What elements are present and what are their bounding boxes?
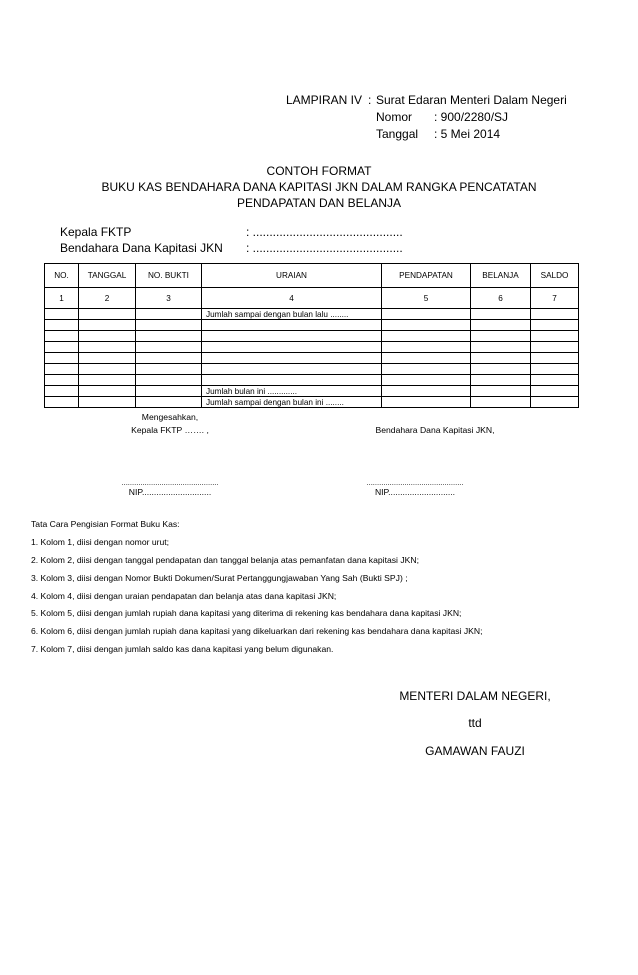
- lampiran-separator: :: [368, 93, 372, 107]
- table-row: [45, 331, 579, 342]
- title-line-2: BUKU KAS BENDAHARA DANA KAPITASI JKN DALAM RANGKA PENCATATAN: [101, 180, 537, 194]
- kepala-fktp-sign: Kepala FKTP ……. ,: [131, 425, 209, 435]
- mengesahkan-text: Mengesahkan,: [141, 412, 199, 422]
- bendahara-label: Bendahara Dana Kapitasi JKN: [60, 241, 223, 255]
- nip-right: NIP............................: [374, 487, 456, 497]
- ttd-text: ttd: [468, 716, 482, 730]
- tanggal-label: Tanggal: [376, 127, 419, 141]
- instruction-item: 4. Kolom 4, diisi dengan uraian pendapatan dan belanja atas dana kapitasi JKN;: [31, 591, 337, 601]
- kepala-fktp-value: : .............................................: [246, 225, 403, 239]
- header-no-bukti: NO. BUKTI: [136, 264, 202, 288]
- row-jumlah-bulan-lalu: Jumlah sampai dengan bulan lalu ........: [202, 309, 382, 320]
- col-number: 3: [136, 288, 202, 309]
- header-saldo: SALDO: [531, 264, 579, 288]
- col-number: 5: [382, 288, 471, 309]
- header-no: NO.: [45, 264, 79, 288]
- col-number: 1: [45, 288, 79, 309]
- title-line-1: CONTOH FORMAT: [266, 164, 372, 178]
- col-number: 6: [471, 288, 531, 309]
- instructions-title: Tata Cara Pengisian Format Buku Kas:: [31, 519, 180, 529]
- signature-line-right: ..............................................: [366, 478, 464, 487]
- header-belanja: BELANJA: [471, 264, 531, 288]
- table-row: [45, 375, 579, 386]
- lampiran-value: Surat Edaran Menteri Dalam Negeri: [376, 93, 567, 107]
- col-number: 7: [531, 288, 579, 309]
- row-jumlah-sampai-bulan-ini: Jumlah sampai dengan bulan ini ........: [202, 397, 382, 408]
- kepala-fktp-label: Kepala FKTP: [60, 225, 132, 239]
- col-number: 2: [79, 288, 136, 309]
- nomor-label: Nomor: [376, 110, 413, 124]
- tanggal-value: : 5 Mei 2014: [434, 127, 501, 141]
- minister-title: MENTERI DALAM NEGERI,: [399, 689, 551, 703]
- table-row: [45, 364, 579, 375]
- lampiran-label: LAMPIRAN IV: [286, 93, 363, 107]
- instruction-item: 5. Kolom 5, diisi dengan jumlah rupiah dana kapitasi yang diterima di rekening kas bendahara dana kapitasi JKN;: [31, 608, 462, 618]
- instruction-item: 3. Kolom 3, diisi dengan Nomor Bukti Dokumen/Surat Pertanggungjawaban Yang Sah (Bukti SPJ) ;: [31, 573, 408, 583]
- header-uraian: URAIAN: [202, 264, 382, 288]
- row-jumlah-bulan-ini: Jumlah bulan ini .............: [202, 386, 382, 397]
- header-tanggal: TANGGAL: [79, 264, 136, 288]
- table-number-row: [45, 288, 579, 309]
- nip-left: NIP.............................: [128, 487, 212, 497]
- table-row: [45, 397, 579, 408]
- buku-kas-table: [44, 263, 579, 408]
- table-row: [45, 309, 579, 320]
- table-header-row: [45, 264, 579, 288]
- bendahara-value: : .............................................: [246, 241, 403, 255]
- table-row: [45, 342, 579, 353]
- header-pendapatan: PENDAPATAN: [382, 264, 471, 288]
- instruction-item: 1. Kolom 1, diisi dengan nomor urut;: [31, 537, 170, 547]
- table-row: [45, 386, 579, 397]
- instruction-item: 7. Kolom 7, diisi dengan jumlah saldo kas dana kapitasi yang belum digunakan.: [31, 644, 334, 654]
- table-row: [45, 320, 579, 331]
- instruction-item: 2. Kolom 2, diisi dengan tanggal pendapatan dan tanggal belanja atas pemanfatan dana kapitasi JKN;: [31, 555, 419, 565]
- minister-name: GAMAWAN FAUZI: [425, 744, 525, 758]
- col-number: 4: [202, 288, 382, 309]
- table-row: [45, 353, 579, 364]
- title-line-3: PENDAPATAN DAN BELANJA: [236, 196, 402, 210]
- signature-line-left: ..............................................: [121, 478, 219, 487]
- bendahara-sign: Bendahara Dana Kapitasi JKN,: [375, 425, 495, 435]
- instruction-item: 6. Kolom 6, diisi dengan jumlah rupiah dana kapitasi yang dikeluarkan dari rekening kas bendahara dana kapitasi JKN;: [31, 626, 483, 636]
- nomor-value: : 900/2280/SJ: [434, 110, 509, 124]
